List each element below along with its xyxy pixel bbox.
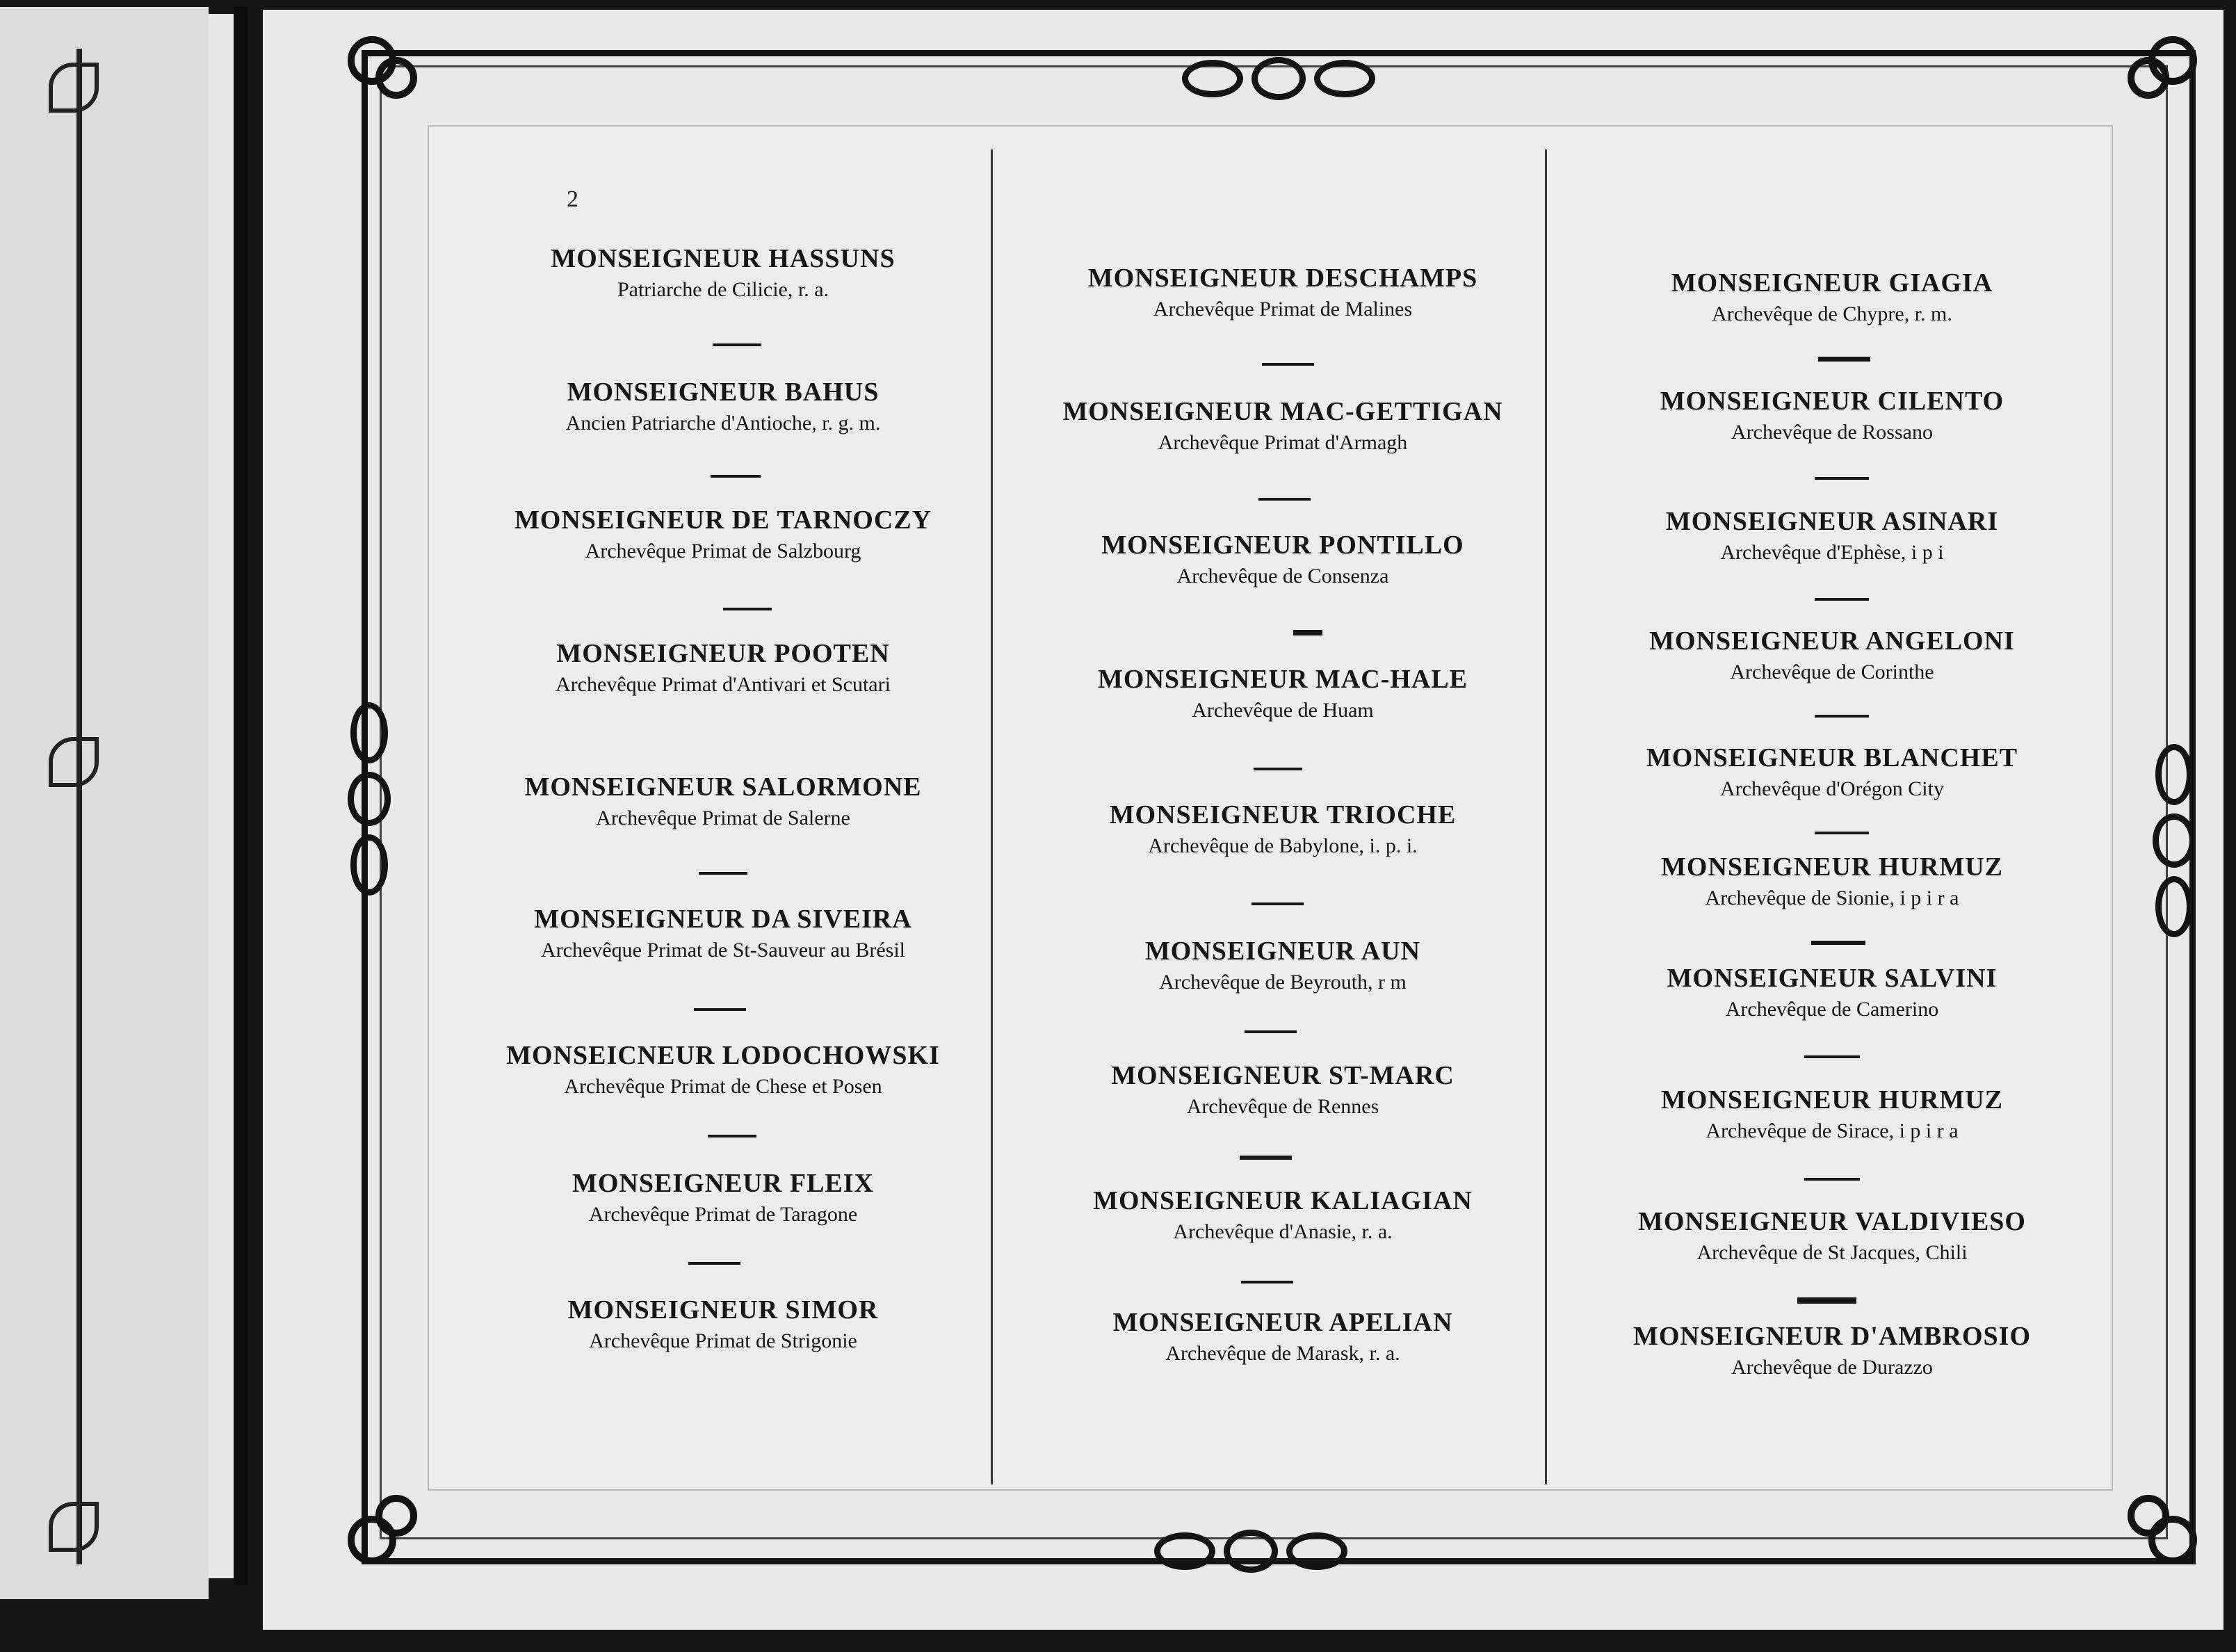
entry <box>459 638 987 698</box>
entry-title: Archevêque Primat de Malines <box>1153 298 1413 321</box>
entry <box>1019 263 1547 323</box>
separator-dash <box>1245 1030 1297 1033</box>
separator-dash <box>1240 1156 1292 1160</box>
entry-title: Archevêque Primat de Chese et Posen <box>564 1075 882 1098</box>
entry <box>1568 743 2096 802</box>
entry-title: Archevêque de Consenza <box>1176 565 1389 588</box>
entry-title: Archevêque d'Orégon City <box>1720 777 1944 800</box>
book-gutter <box>234 7 248 1585</box>
entry-name: MONSEIGNEUR HURMUZ <box>1661 1085 2003 1115</box>
entry-name: MONSEIGNEUR TRIOCHE <box>1109 800 1457 829</box>
entry-title: Patriarche de Cilicie, r. a. <box>617 278 829 301</box>
entry-title: Archevêque de Sionie, i p i r a <box>1705 886 1959 909</box>
entry-title: Archevêque de Durazzo <box>1731 1356 1933 1379</box>
entry-name: MONSEIGNEUR VALDIVIESO <box>1637 1207 2026 1236</box>
entry-name: MONSEIGNEUR ANGELONI <box>1649 626 2015 656</box>
entry-title: Archevêque de Sirace, i p i r a <box>1706 1119 1959 1142</box>
entry-name: MONSEIGNEUR HURMUZ <box>1661 852 2003 882</box>
entry-title: Archevêque Primat de Strigonie <box>589 1329 857 1352</box>
separator-dash <box>1804 1178 1860 1181</box>
entry <box>459 505 987 565</box>
corner-ornament-icon <box>2114 36 2197 120</box>
entry-name: MONSEIGNEUR FLEIX <box>572 1169 874 1198</box>
entry-title: Archevêque de Rennes <box>1186 1095 1379 1118</box>
entry-title: Archevêque de Camerino <box>1725 998 1939 1021</box>
floral-ornament-icon <box>49 1502 99 1552</box>
separator-dash <box>1293 630 1322 635</box>
entry-title: Archevêque de Marask, r. a. <box>1165 1342 1400 1365</box>
entry-name: MONSEICNEUR LODOCHOWSKI <box>506 1041 940 1070</box>
entry-title: Archevêque de Huam <box>1192 699 1374 722</box>
floral-ornament-icon <box>49 63 99 113</box>
entry <box>1568 963 2096 1023</box>
entry-title: Archevêque de Babylone, i. p. i. <box>1148 834 1418 857</box>
separator-dash <box>1258 498 1311 501</box>
entry <box>1568 268 2096 327</box>
separator-dash <box>1797 1297 1856 1304</box>
entry-name: MONSEIGNEUR KALIAGIAN <box>1093 1186 1473 1215</box>
separator-dash <box>1815 715 1869 718</box>
entry-title: Archevêque Primat de Salzbourg <box>585 540 861 562</box>
separator-dash <box>1251 902 1304 905</box>
entry-name: MONSEIGNEUR SALVINI <box>1667 964 1998 993</box>
entry-name: MONSEIGNEUR ST-MARC <box>1111 1061 1455 1090</box>
entry-name: MONSEIGNEUR MAC-HALE <box>1098 665 1468 694</box>
entry <box>1568 626 2096 686</box>
entry-title: Archevêque Primat de Taragone <box>588 1203 858 1226</box>
entry-name: MONSEIGNEUR ASINARI <box>1665 507 1999 536</box>
entry-title: Ancien Patriarche d'Antioche, r. g. m. <box>565 412 881 435</box>
entry <box>459 243 987 303</box>
separator-dash <box>699 872 747 875</box>
entry-name: MONSEIGNEUR CILENTO <box>1660 387 2004 416</box>
entry-name: MONSEIGNEUR DESCHAMPS <box>1087 264 1478 293</box>
entry-title: Archevêque d'Ephèse, i p i <box>1720 541 1944 564</box>
entry <box>1019 1307 1547 1367</box>
separator-dash <box>688 1262 740 1265</box>
separator-dash <box>1811 941 1865 945</box>
entry-name: MONSEIGNEUR APELIAN <box>1112 1308 1453 1337</box>
entry-name: MONSEIGNEUR D'AMBROSIO <box>1633 1322 2031 1351</box>
corner-ornament-icon <box>2114 1481 2197 1564</box>
entry-title: Archevêque de Rossano <box>1731 421 1933 444</box>
entry <box>1568 506 2096 566</box>
entry-name: MONSEIGNEUR PONTILLO <box>1101 531 1464 560</box>
entry <box>459 1295 987 1354</box>
separator-dash <box>1818 357 1870 362</box>
entry <box>1019 936 1547 996</box>
entry <box>1019 396 1547 456</box>
entry-name: MONSEIGNEUR HASSUNS <box>551 244 896 273</box>
entry <box>1019 1185 1547 1245</box>
separator-dash <box>1241 1281 1293 1283</box>
floral-ornament-icon <box>49 737 99 787</box>
entry <box>1019 800 1547 859</box>
entry-name: MONSEIGNEUR BLANCHET <box>1646 743 2018 772</box>
entry <box>1568 1085 2096 1144</box>
separator-dash <box>1815 477 1869 480</box>
entry-name: MONSEIGNEUR SALORMONE <box>524 772 922 802</box>
right-side-ornament-icon <box>2153 744 2192 932</box>
separator-dash <box>723 608 772 610</box>
entry-name: MONSEIGNEUR POOTEN <box>556 639 890 668</box>
entry <box>459 904 987 964</box>
entry-title: Archevêque Primat d'Antivari et Scutari <box>556 673 891 696</box>
entry-name: MONSEIGNEUR MAC-GETTIGAN <box>1062 397 1503 426</box>
separator-dash <box>1254 768 1302 770</box>
entry-title: Archevêque de Chypre, r. m. <box>1712 302 1952 325</box>
separator-dash <box>1804 1055 1860 1058</box>
entry <box>459 772 987 832</box>
separator-dash <box>711 475 761 478</box>
left-page-fragment <box>0 7 209 1599</box>
entry-name: MONSEIGNEUR DA SIVEIRA <box>534 905 912 934</box>
entry-name: MONSEIGNEUR GIAGIA <box>1671 268 1993 298</box>
corner-ornament-icon <box>348 1481 431 1564</box>
separator-dash <box>694 1008 746 1011</box>
separator-dash <box>1262 363 1314 366</box>
separator-dash <box>708 1135 756 1137</box>
entry <box>1019 530 1547 590</box>
entry-name: MONSEIGNEUR AUN <box>1144 937 1421 966</box>
page-number: 2 <box>567 186 578 212</box>
corner-ornament-icon <box>348 36 431 120</box>
entry-title: Archevêque de St Jacques, Chili <box>1696 1241 1968 1264</box>
entry <box>1568 1321 2096 1381</box>
entry <box>1568 386 2096 446</box>
entry <box>1568 852 2096 912</box>
entry-title: Archevêque de Corinthe <box>1730 661 1934 683</box>
separator-dash <box>1815 598 1869 601</box>
entry <box>1019 664 1547 724</box>
entry <box>459 377 987 437</box>
entry-title: Archevêque Primat de Salerne <box>596 807 850 829</box>
book-spine <box>209 14 234 1578</box>
entry <box>459 1040 987 1100</box>
entry-title: Archevêque Primat de St-Sauveur au Brésil <box>540 939 906 962</box>
entry <box>459 1168 987 1228</box>
entry-title: Archevêque d'Anasie, r. a. <box>1173 1220 1393 1243</box>
entry <box>1019 1060 1547 1120</box>
separator-dash <box>1815 832 1869 834</box>
column-divider <box>991 149 993 1484</box>
separator-dash <box>713 343 761 346</box>
bottom-center-ornament-icon <box>1154 1530 1342 1569</box>
left-side-ornament-icon <box>348 702 387 890</box>
entry-name: MONSEIGNEUR DE TARNOCZY <box>514 505 932 535</box>
entry <box>1568 1206 2096 1266</box>
entry-title: Archevêque Primat d'Armagh <box>1158 431 1408 454</box>
entry-name: MONSEIGNEUR BAHUS <box>567 378 880 407</box>
entry-name: MONSEIGNEUR SIMOR <box>567 1295 879 1325</box>
left-page-border <box>0 49 82 1564</box>
entry-title: Archevêque de Beyrouth, r m <box>1159 971 1407 994</box>
top-center-ornament-icon <box>1182 57 1370 96</box>
